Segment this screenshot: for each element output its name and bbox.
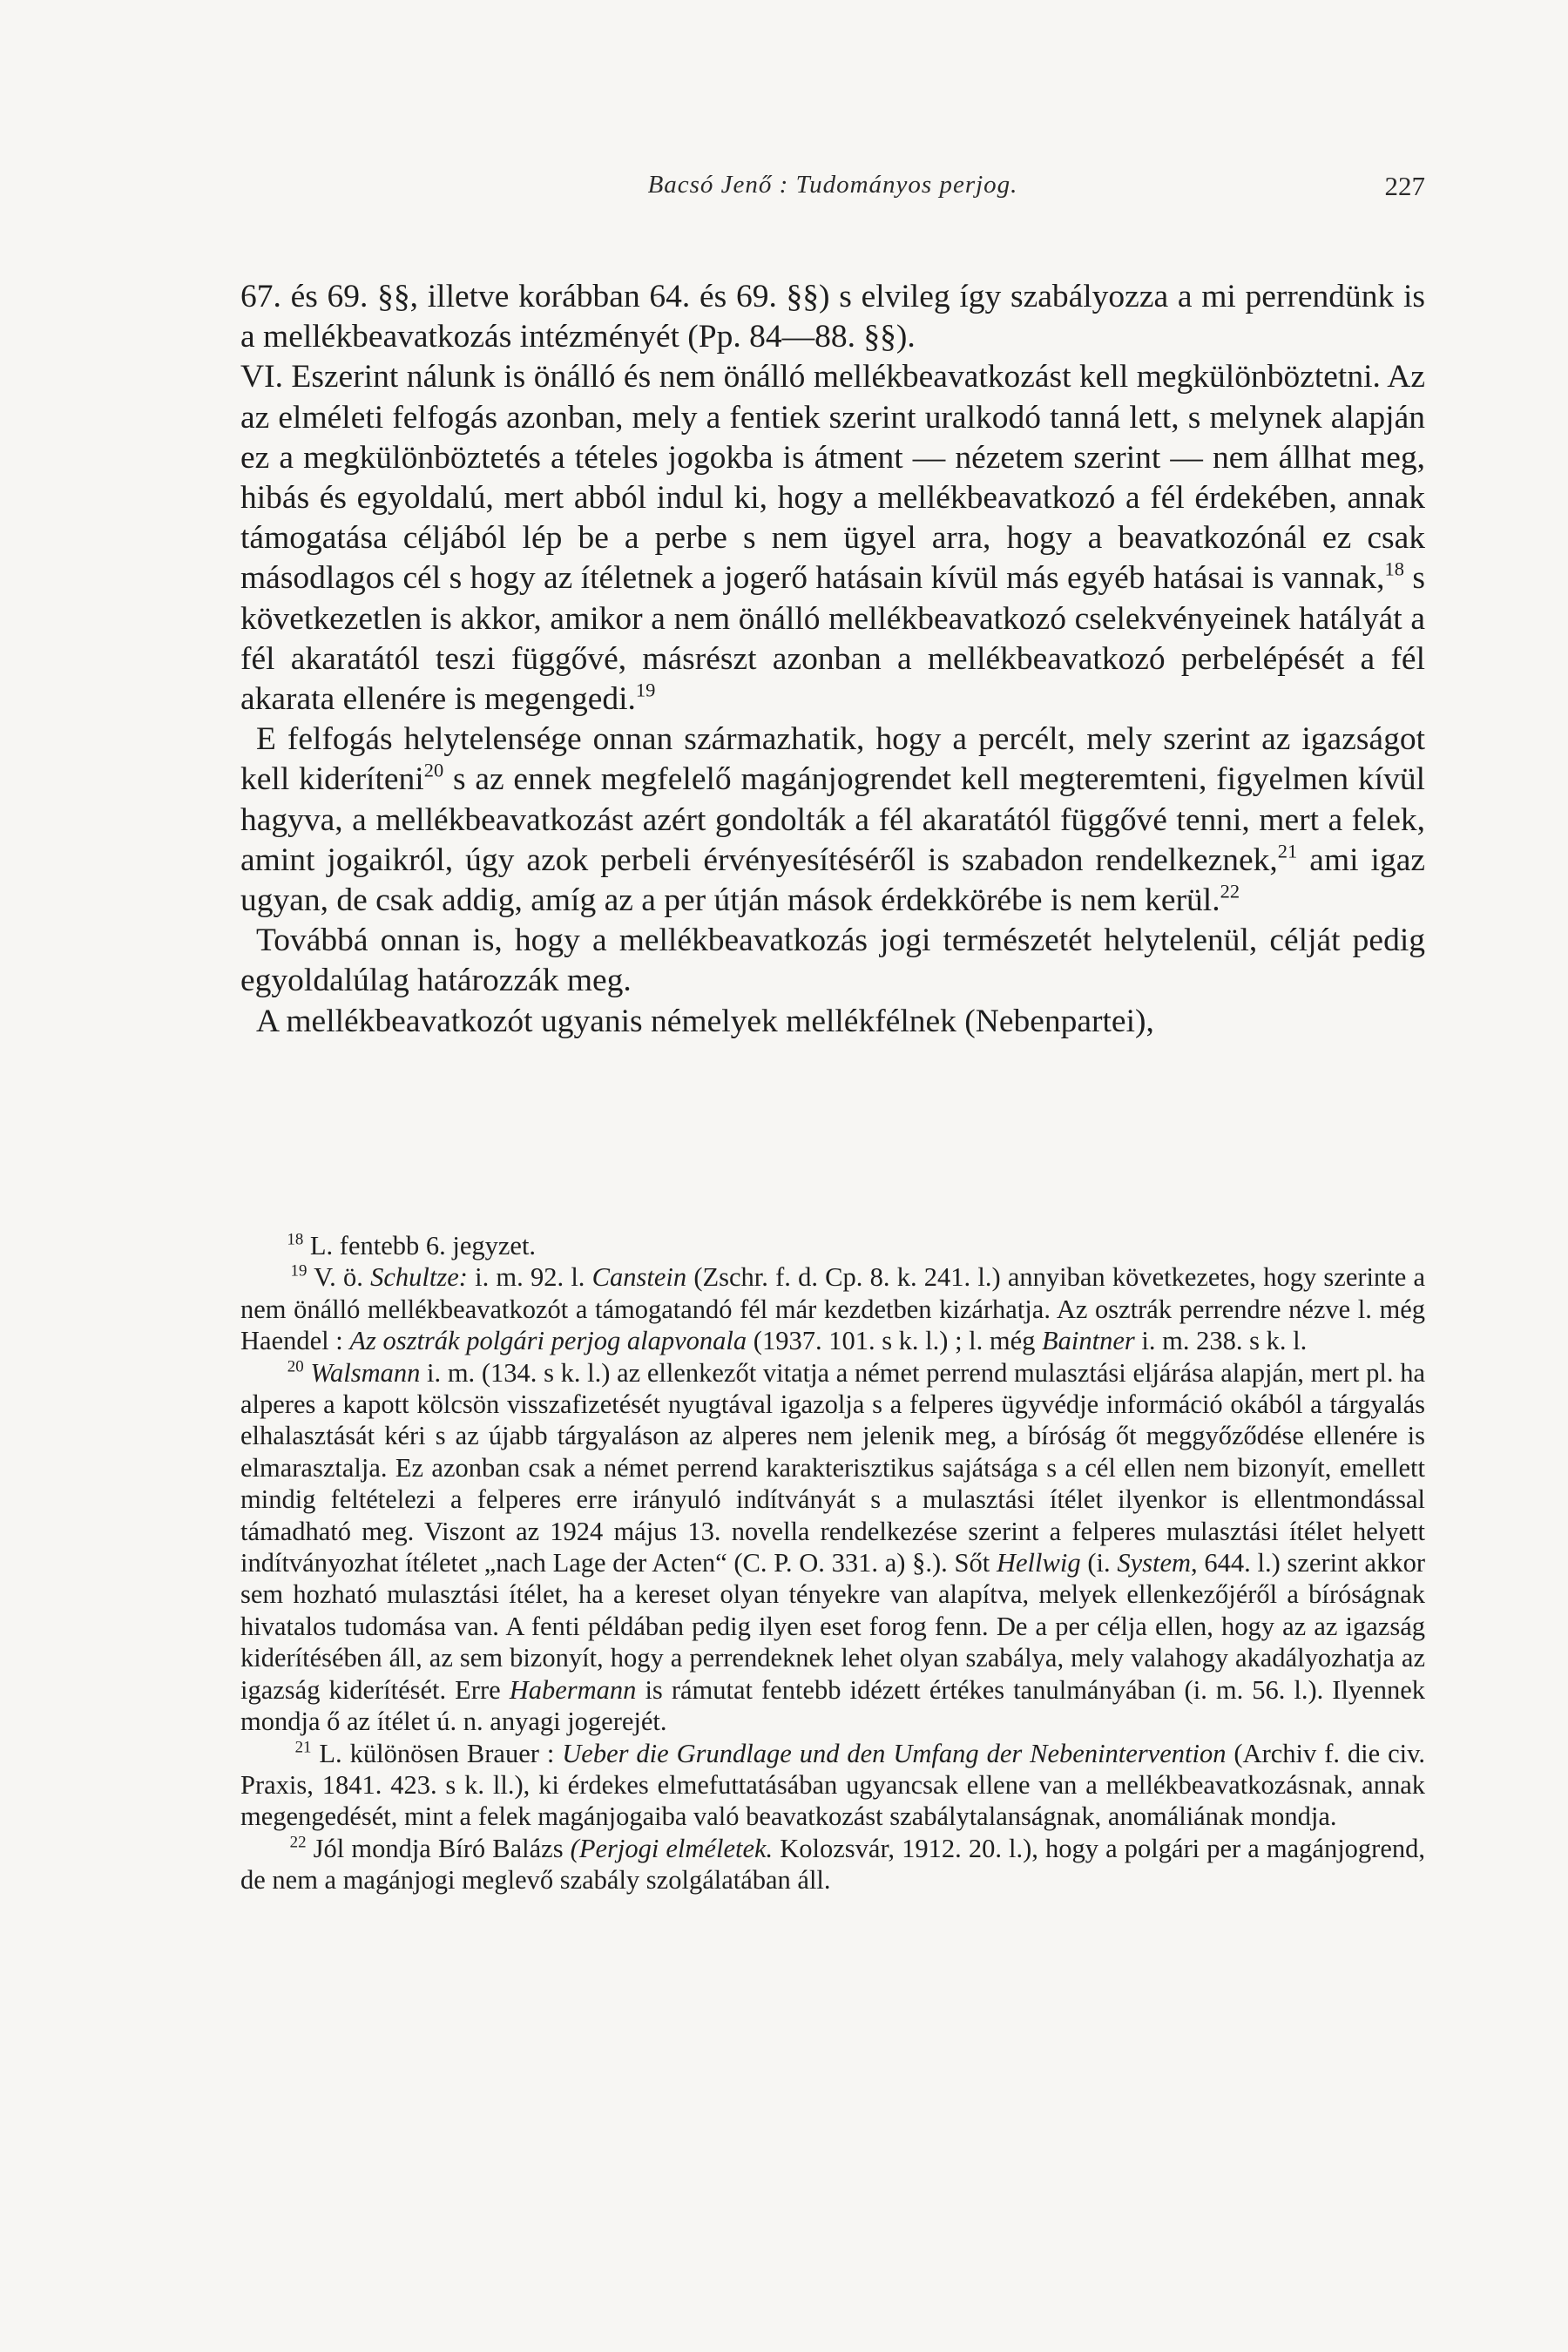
footnote-number: 18 <box>287 1230 304 1249</box>
page-header <box>240 171 1425 209</box>
footnote-ref-19[interactable]: 19 <box>635 679 656 701</box>
running-head: Bacsó Jenő : Tudományos perjog. <box>647 171 1018 199</box>
footnote-number: 20 <box>287 1357 304 1376</box>
paragraph-4: Továbbá onnan is, hogy a mellékbeavatkozás jogi természetét helytelenül, célját pedig egyoldalúlag határozzák meg. <box>240 923 1425 999</box>
footnote-19: $^{19}$ V. ö. Schultze: i. m. 92. l. Canstein (Zschr. f. d. Cp. 8. k. 241. l.) annyiban következetes, hogy szerinte a nem önálló mellékbeavatkozót a támogatandó fél már kezdetben kizárhatja. Az osztrák perrendre nézve l. még Haendel : Az osztrák polgári perjog alapvonala (1937. 101. s k. l.) ; l. még Baintner i. m. 238. s k. l. <box>240 1262 1425 1356</box>
footnote-number: 19 <box>290 1262 308 1281</box>
footnote-18: $^{18}$ L. fentebb 6. jegyzet. <box>287 1230 537 1260</box>
footnote-20: $^{20}$ Walsmann i. m. (134. s k. l.) az ellenkezőt vitatja a német perrend mulasztási eljárása alapján, mert pl. ha alperes a kapott kölcsön visszafizetését nyugtával igazolja s a felperes ügyvédje információ okából a tárgyalás elhalasztását kéri s az újabb tárgyaláson az alperes nem jelenik meg, a bíróság őt meggyőződése ellenére is elmarasztalja. Ez azonban csak a német perrend karakterisztikus sajátsága s a cél ellen nem bizonyít, emellett mindig feltételezi a felperes erre irányuló indítványát s a mulasztási ítélet ilyenkor is ellentmondással támadható meg. Viszont az 1924 május 13. novella rendelkezése szerint a felperes mulasztási ítélet helyett indítványozhat ítéletet „nach Lage der Acten“ (C. P. O. 331. a) §.). Sőt Hellwig (i. System, 644. l.) szerint akkor sem hozható mulasztási ítélet, ha a kereset olyan tényekre van alapítva, melyek ellenkezőjéről a bíróságnak hivatalos tudomása van. A fenti példában pedig ilyen eset forog fenn. De a per célja ellen, hogy az az igazság kiderítésében áll, az sem bizonyít, hogy a perrendeknek lehet olyan szabálya, mely valahogy akadályozhatja az igazság kiderítését. Erre Habermann is rámutat fentebb idézett értékes tanulmányában (i. m. 56. l.). Ilyennek mondja ő az ítélet ú. n. anyagi jogerejét. <box>240 1357 1426 1737</box>
paragraph-5: A mellékbeavatkozót ugyanis némelyek mellékfélnek (Nebenpartei), <box>256 1003 1154 1039</box>
page-number: 227 <box>1384 171 1425 201</box>
footnote-21: $^{21}$ L. különösen Brauer : Ueber die Grundlage und den Umfang der Nebenintervention (Archiv f. die civ. Praxis, 1841. 423. s k. ll.), ki érdekes elmefuttatásában ugyancsak ellene van a mellékbeavatkozásnak, annak megengedését, mint a felek magánjogaiba való beavatkozást szabálytalanságnak, anomáliának mondja. <box>240 1738 1426 1832</box>
footnote-22: $^{22}$ Jól mondja Bíró Balázs (Perjogi elméletek. Kolozsvár, 1912. 20. l.), hogy a polgári per a magánjogrend, de nem a magánjogi meglevő szabály szolgálatában áll. <box>240 1833 1425 1896</box>
footnote-ref-20[interactable]: 20 <box>423 759 444 781</box>
footnote-ref-18[interactable]: 18 <box>1384 558 1404 580</box>
footnote-number: 21 <box>294 1738 312 1757</box>
footnote-ref-22[interactable]: 22 <box>1220 880 1240 902</box>
main-text <box>240 277 1425 1042</box>
footnotes <box>240 1230 1425 1896</box>
footnote-ref-21[interactable]: 21 <box>1277 840 1298 862</box>
paragraph-1: 67. és 69. §§, illetve korábban 64. és 69. §§) s elvileg így szabályozza a mi perrendünk is a mellékbeavatkozás intézményét (Pp. 84—88. §§). <box>240 279 1425 355</box>
paragraph-3: E felfogás helytelensége onnan származhatik, hogy a percélt, mely szerint az igazságot kell kideríteni$^{20}$ s az ennek megfelelő magánjogrendet kell megteremteni, figyelmen kívül hagyva, a mellékbeavatkozást azért gondolták a fél akaratától függővé tenni, mert a felek, amint jogaikról, úgy azok perbeli érvényesítéséről is szabadon rendelkeznek,$^{21}$ ami igaz ugyan, de csak addig, amíg az a per útján mások érdekkörébe is nem kerül.$^{22}$ <box>240 721 1425 919</box>
paragraph-2: VI. Eszerint nálunk is önálló és nem önálló mellékbeavatkozást kell megkülönböztetni. Az az elméleti felfogás azonban, mely a fentiek szerint uralkodó tanná lett, s melynek alapján ez a megkülönböztetés a tételes jogokba is átment — nézetem szerint — nem állhat meg, hibás és egyoldalú, mert abból indul ki, hogy a mellékbeavatkozó a fél érdekében, annak támogatása céljából lép be a perbe s nem ügyel arra, hogy a beavatkozónál ez csak másodlagos cél s hogy az ítéletnek a jogerő hatásain kívül más egyéb hatásai is vannak,$^{18}$ s következetlen is akkor, amikor a nem önálló mellékbeavatkozó cselekvényeinek hatályát a fél akaratától teszi függővé, másrészt azonban a mellékbeavatkozó perbelépését a fél akarata ellenére is megengedi.$^{19}$ <box>240 359 1425 718</box>
footnote-number: 22 <box>289 1833 307 1852</box>
